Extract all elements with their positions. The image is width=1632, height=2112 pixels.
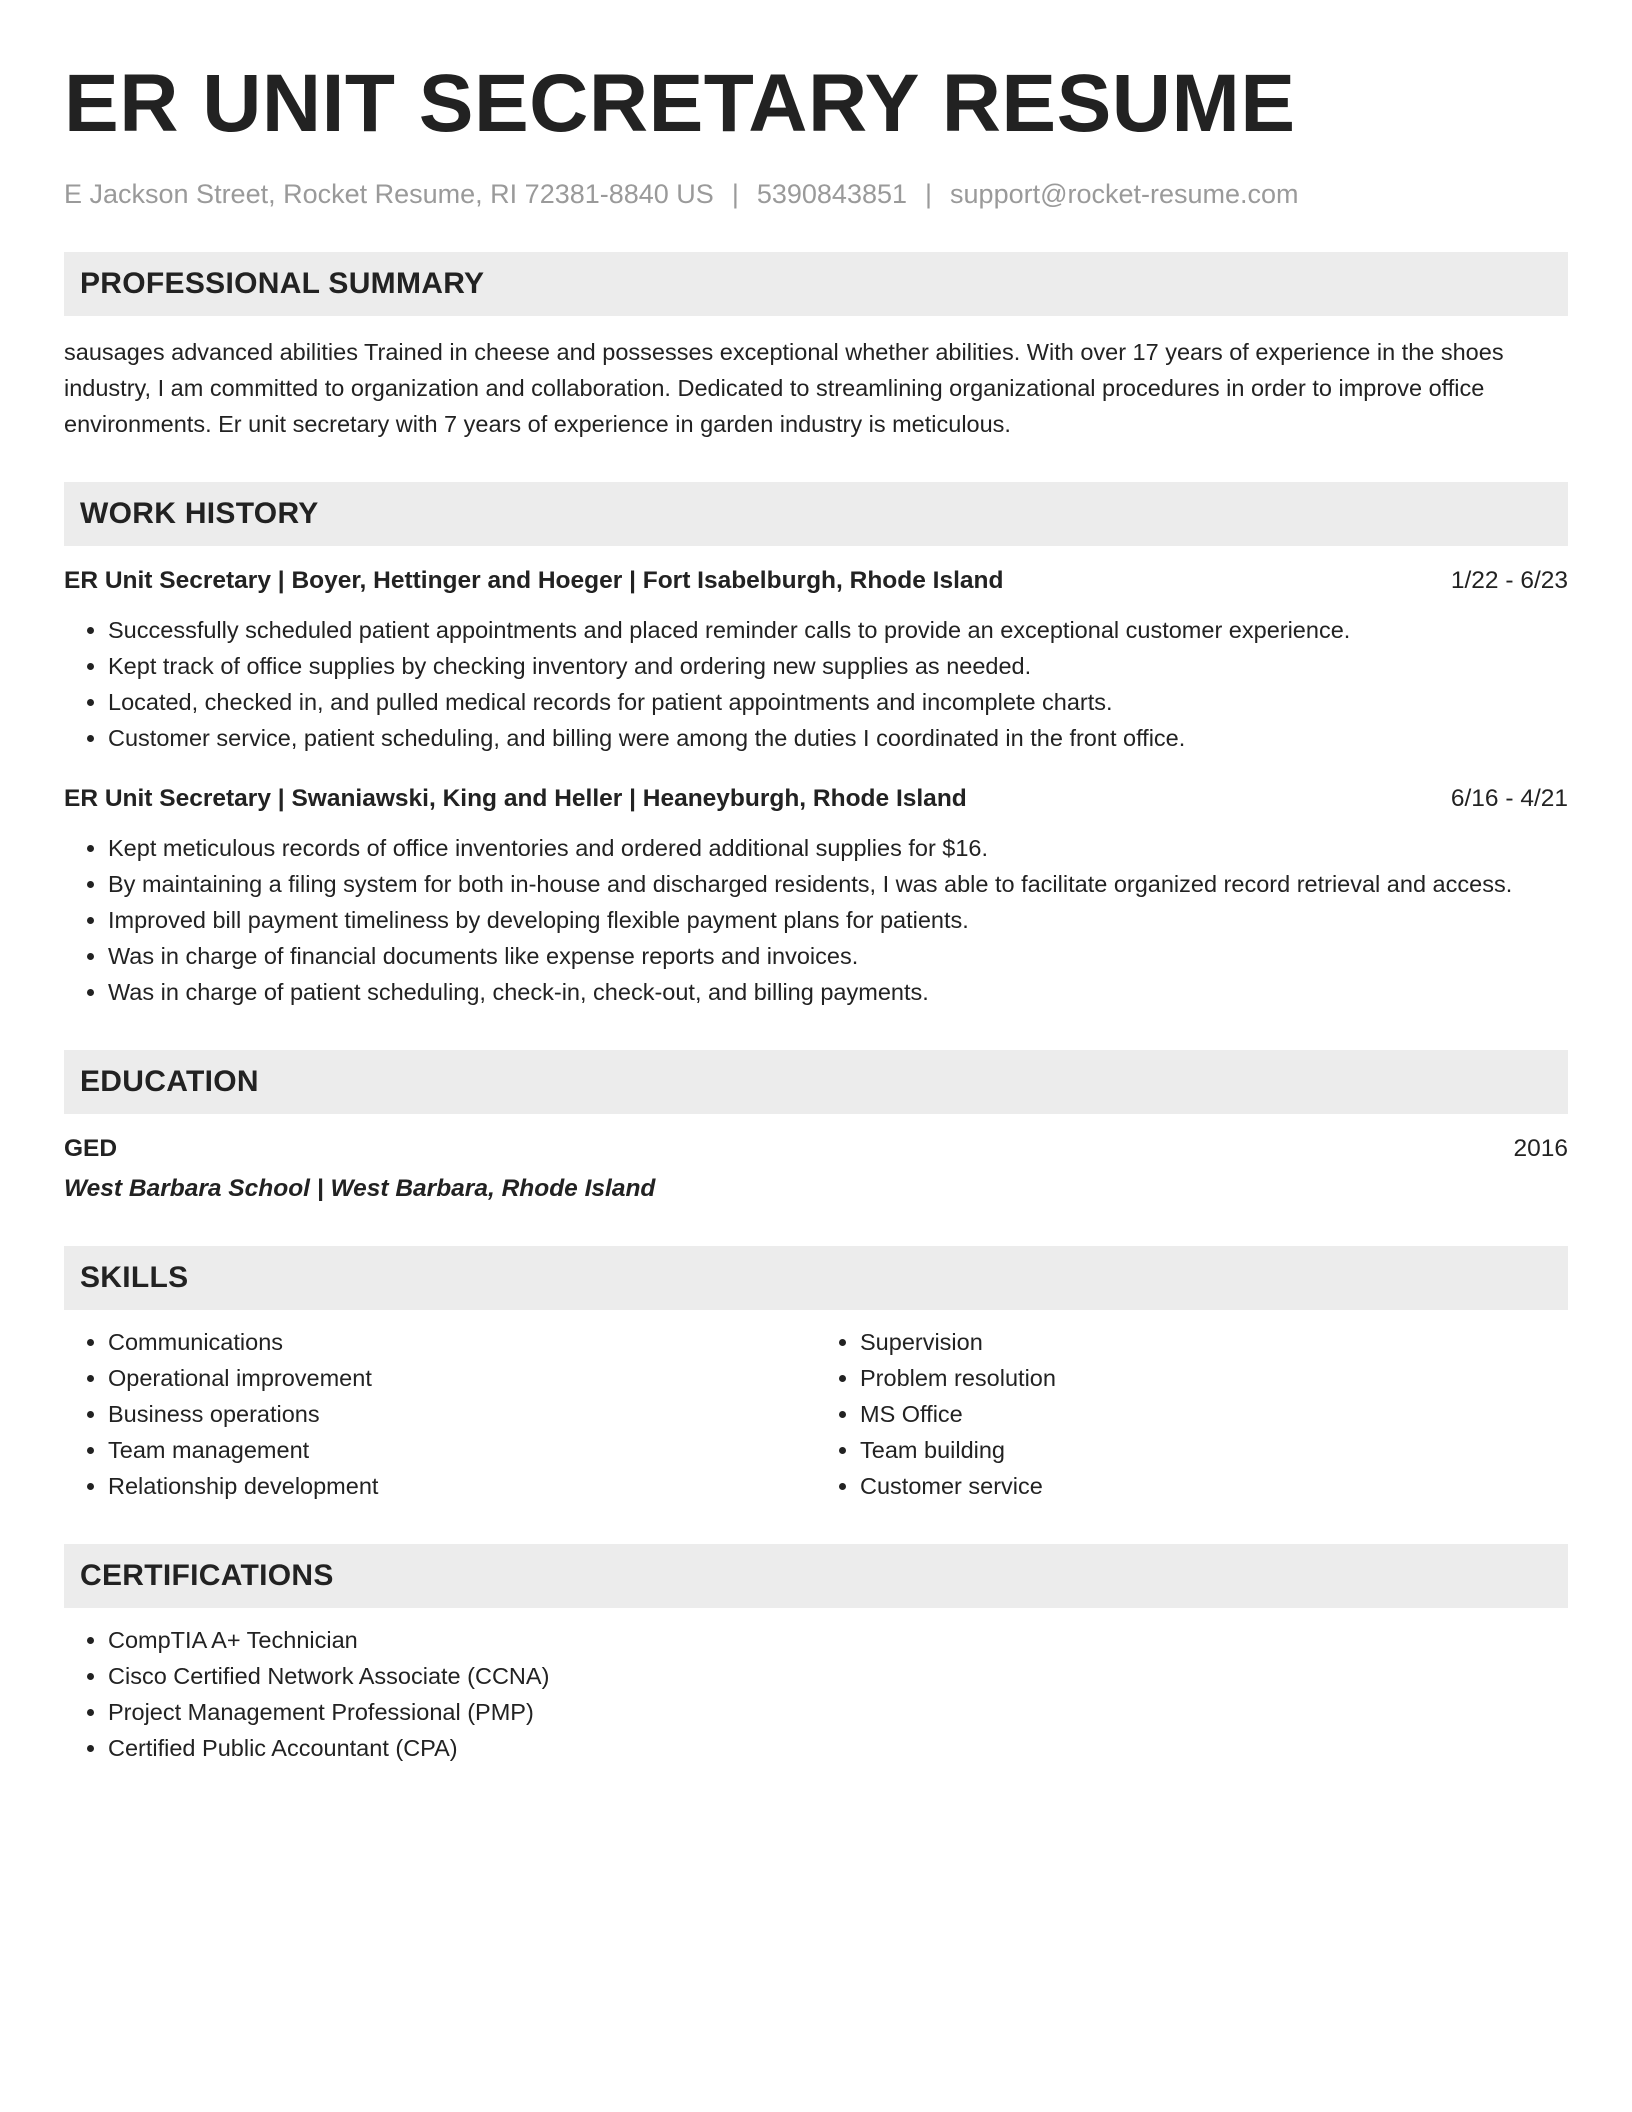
job-bullets	[64, 612, 1568, 756]
skills-column-right	[816, 1324, 1568, 1504]
job-bullet: • Kept track of office supplies by checking inventory and ordering new supplies as needed.	[108, 648, 1568, 684]
section-header-work-history	[64, 482, 1568, 546]
skill-item: • Relationship development	[108, 1468, 816, 1504]
skill-item: • Customer service	[860, 1468, 1568, 1504]
job-bullet: • Located, checked in, and pulled medical records for patient appointments and incomplete charts.	[108, 684, 1568, 720]
section-header-summary	[64, 252, 1568, 316]
job-bullet: • Customer service, patient scheduling, and billing were among the duties I coordinated in the front office.	[108, 720, 1568, 756]
skill-item: • Business operations	[108, 1396, 816, 1432]
contact-phone: 5390843851	[756, 179, 908, 209]
section-title-certifications: CERTIFICATIONS	[80, 1559, 334, 1592]
job-title: ER Unit Secretary | Swaniawski, King and Heller | Heaneyburgh, Rhode Island	[64, 785, 967, 812]
job-bullet: • Kept meticulous records of office inventories and ordered additional supplies for $16.	[108, 830, 1568, 866]
job-header	[64, 564, 1568, 598]
job-bullet: • Was in charge of financial documents like expense reports and invoices.	[108, 938, 1568, 974]
certification-item: • Cisco Certified Network Associate (CCNA)	[108, 1658, 1568, 1694]
job-entry	[64, 564, 1568, 756]
skill-item: • Communications	[108, 1324, 816, 1360]
skill-item: • Supervision	[860, 1324, 1568, 1360]
education-degree: GED	[64, 1135, 118, 1162]
job-title: ER Unit Secretary | Boyer, Hettinger and Hoeger | Fort Isabelburgh, Rhode Island	[64, 567, 1004, 594]
education-school: West Barbara School | West Barbara, Rhode Island	[64, 1175, 656, 1202]
job-bullet: • Successfully scheduled patient appointments and placed reminder calls to provide an exceptional customer experience.	[108, 612, 1568, 648]
contact-address: E Jackson Street, Rocket Resume, RI 72381-8840 US	[64, 179, 714, 209]
job-header	[64, 782, 1568, 816]
education-entry	[64, 1132, 1568, 1206]
section-title-work-history: WORK HISTORY	[80, 497, 319, 530]
section-header-skills	[64, 1246, 1568, 1310]
certifications-list	[64, 1622, 1568, 1766]
job-bullet: • Improved bill payment timeliness by developing flexible payment plans for patients.	[108, 902, 1568, 938]
section-title-education: EDUCATION	[80, 1065, 259, 1098]
certification-item: • Project Management Professional (PMP)	[108, 1694, 1568, 1730]
certification-item: • CompTIA A+ Technician	[108, 1622, 1568, 1658]
job-bullet: • Was in charge of patient scheduling, check-in, check-out, and billing payments.	[108, 974, 1568, 1010]
education-header	[64, 1132, 1568, 1166]
resume-title: ER UNIT SECRETARY RESUME	[64, 58, 1296, 149]
section-header-certifications	[64, 1544, 1568, 1608]
job-bullets	[64, 830, 1568, 1010]
contact-separator: |	[925, 179, 933, 209]
section-title-skills: SKILLS	[80, 1261, 189, 1294]
skill-item: • Team management	[108, 1432, 816, 1468]
skill-item: • Team building	[860, 1432, 1568, 1468]
job-dates: 1/22 - 6/23	[1450, 567, 1568, 594]
skills-grid	[64, 1324, 1568, 1504]
skills-column-left	[64, 1324, 816, 1504]
job-bullet: • By maintaining a filing system for both in-house and discharged residents, I was able to facilitate organized record retrieval and access.	[108, 866, 1568, 902]
education-year: 2016	[1513, 1135, 1568, 1162]
job-dates: 6/16 - 4/21	[1450, 785, 1568, 812]
skill-item: • Operational improvement	[108, 1360, 816, 1396]
skill-item: • Problem resolution	[860, 1360, 1568, 1396]
contact-line	[64, 176, 1568, 212]
summary-text: sausages advanced abilities Trained in cheese and possesses exceptional whether abilities. With over 17 years of experience in the shoes industry, I am committed to organization and collaboration. Dedicated to streamlining organizational procedures in order to improve office environments. Er unit secretary with 7 years of experience in garden industry is meticulous.	[64, 339, 1504, 437]
section-title-summary: PROFESSIONAL SUMMARY	[80, 267, 485, 300]
job-entry	[64, 782, 1568, 1010]
skill-item: • MS Office	[860, 1396, 1568, 1432]
certification-item: • Certified Public Accountant (CPA)	[108, 1730, 1568, 1766]
section-header-education	[64, 1050, 1568, 1114]
contact-separator: |	[731, 179, 739, 209]
contact-email: support@rocket-resume.com	[950, 179, 1299, 209]
